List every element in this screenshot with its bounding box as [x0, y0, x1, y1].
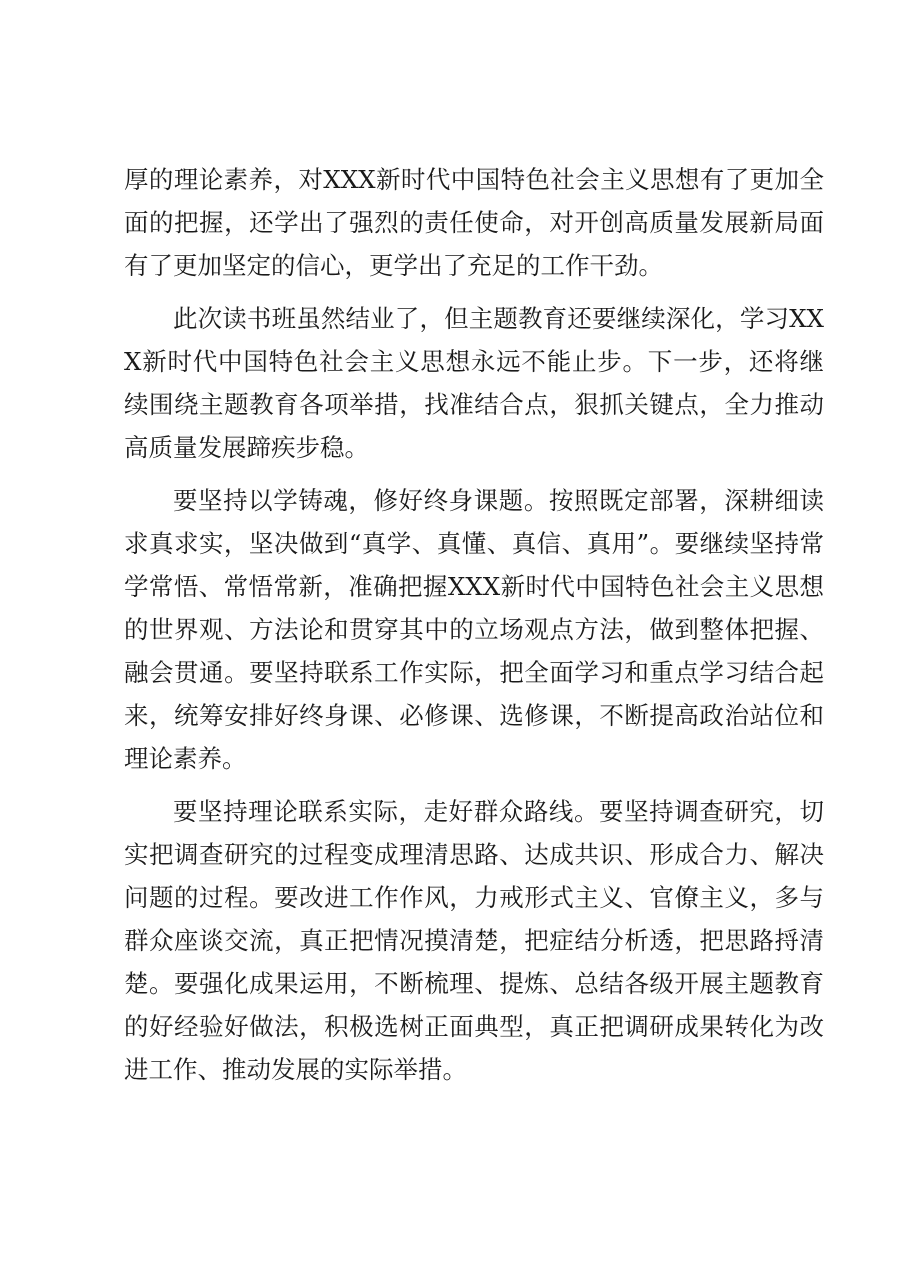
- paragraph-learning: 要坚持以学铸魂，修好终身课题。按照既定部署，深耕细读求真求实，坚决做到“真学、真懂、真信、真用”。要继续坚持常学常悟、常悟常新，准确把握XXX新时代中国特色社会主义思想的世界观、方法论和贯穿其中的立场观点方法，做到整体把握、融会贯通。要坚持联系工作实际，把全面学习和重点学习结合起来，统筹安排好终身课、必修课、选修课，不断提高政治站位和理论素养。: [124, 486, 824, 773]
- paragraph-continued: 厚的理论素养，对XXX新时代中国特色社会主义思想有了更加全面的把握，还学出了强烈的责任使命，对开创高质量发展新局面有了更加坚定的信心，更学出了充足的工作干劲。: [124, 165, 824, 280]
- body-text: [124, 158, 824, 1101]
- paragraph-reading-class: 此次读书班虽然结业了，但主题教育还要继续深化，学习XXX新时代中国特色社会主义思想永远不能止步。下一步，还将继续围绕主题教育各项举措，找准结合点，狠抓关键点，全力推动高质量发展蹄疾步稳。: [124, 304, 824, 462]
- paragraph-practice: 要坚持理论联系实际，走好群众路线。要坚持调查研究，切实把调查研究的过程变成理清思路、达成共识、形成合力、解决问题的过程。要改进工作作风，力戒形式主义、官僚主义，多与群众座谈交流，真正把情况摸清楚，把症结分析透，把思路捋清楚。要强化成果运用，不断梳理、提炼、总结各级开展主题教育的好经验好做法，积极选树正面典型，真正把调研成果转化为改进工作、推动发展的实际举措。: [124, 797, 824, 1084]
